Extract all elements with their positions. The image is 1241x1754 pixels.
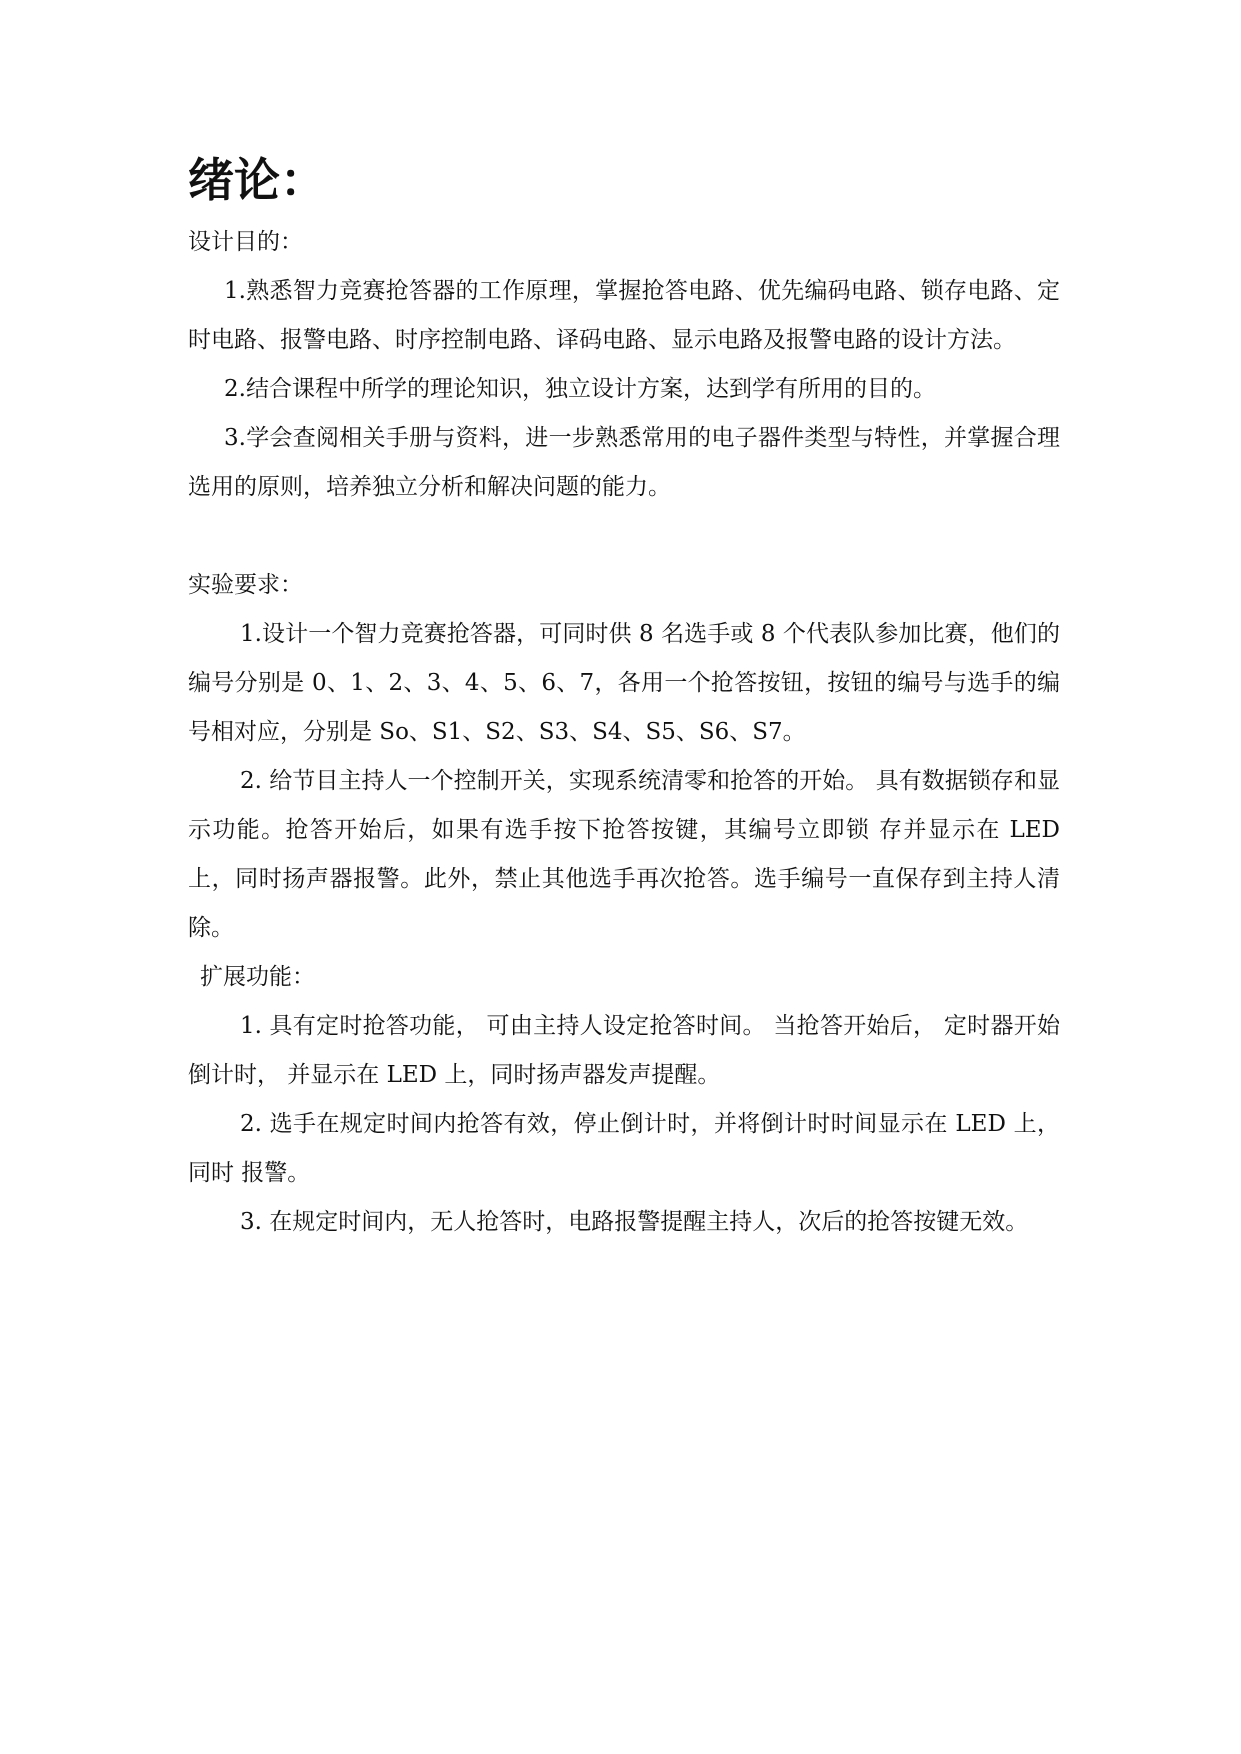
purpose-heading: 设计目的：: [188, 229, 303, 255]
page-title: 绪论：: [188, 153, 326, 207]
extended-item-2: 2. 选手在规定时间内抢答有效，停止倒计时，并将倒计时时间显示在 LED 上，同时 报警。: [188, 1111, 1060, 1186]
purpose-item-2: 2.结合课程中所学的理论知识，独立设计方案，达到学有所用的目的。: [224, 376, 936, 402]
requirements-item-1: 1.设计一个智力竞赛抢答器，可同时供 8 名选手或 8 个代表队参加比赛，他们的编号分别是 0、1、2、3、4、5、6、7，各用一个抢答按钮，按钮的编号与选手的编号相对应，分别是 So、S1、S2、S3、S4、S5、S6、S7。: [188, 621, 1060, 745]
extended-item-3: 3. 在规定时间内，无人抢答时，电路报警提醒主持人，次后的抢答按键无效。: [240, 1209, 1029, 1235]
requirements-item-2: 2. 给节目主持人一个控制开关，实现系统清零和抢答的开始。 具有数据锁存和显示功能。抢答开始后，如果有选手按下抢答按键，其编号立即锁 存并显示在 LED 上，同时扬声器报警。此外，禁止其他选手再次抢答。选手编号一直保存到主持人清除。: [188, 768, 1060, 941]
document-body: [188, 218, 1060, 1247]
purpose-item-1: 1.熟悉智力竞赛抢答器的工作原理，掌握抢答电路、优先编码电路、锁存电路、定时电路、报警电路、时序控制电路、译码电路、显示电路及报警电路的设计方法。: [188, 278, 1060, 353]
extended-item-1: 1. 具有定时抢答功能， 可由主持人设定抢答时间。 当抢答开始后， 定时器开始倒计时， 并显示在 LED 上，同时扬声器发声提醒。: [188, 1013, 1060, 1088]
section-spacer: [188, 512, 1060, 561]
purpose-item-3: 3.学会查阅相关手册与资料，进一步熟悉常用的电子器件类型与特性，并掌握合理选用的原则，培养独立分析和解决问题的能力。: [188, 425, 1060, 500]
extended-heading: 扩展功能：: [200, 964, 315, 990]
requirements-heading: 实验要求：: [188, 572, 303, 598]
